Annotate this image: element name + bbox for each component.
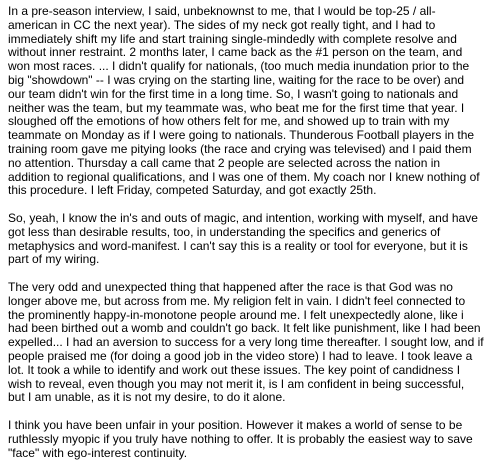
paragraph-closing: I think you have been unfair in your position. However it makes a world of sense to be ruthlessly myopic if you truly have nothing to offer. It is probably the easiest way to save "face" with ego-interest continuity. [8, 417, 473, 460]
paragraph-race-story: In a pre-season interview, I said, unbeknownst to me, that I would be top-25 / all-american in CC the next year). The sides of my neck got really tight, and I had to immediately shift my life and start training single-mindedly with complete resolve and without inner restraint. 2 months later, I came back as the #1 person on the team, and won most races. ... I didn't qualify for nationals, (too much media inundation prior to the big "showdown" -- I was crying on the starting line, waiting for the race to be over) and our team didn't win for the first time in a long time. So, I wasn't going to nationals and neither was the team, but my teammate was, who beat me for the first time that year. I sloughed off the emotions of how others felt for me, and showed up to train with my teammate on Monday as if I were going to nationals. Thunderous Football players in the training room gave me pitying looks (the race and crying was televised) and I paid them no attention. Thursday a call came that 2 people are selected across the nation in addition to regional qualifications, and I was one of them. My coach nor I knew nothing of this procedure. I left Friday, competed Saturday, and got exactly 25th. [8, 4, 480, 198]
paragraph-magic-intention: So, yeah, I know the in's and outs of magic, and intention, working with myself, and have got less than desirable results, too, in understanding the specifics and generics of metaphysics and word-manifest. I can't say this is a reality or tool for everyone, but it is part of my wiring. [8, 210, 478, 267]
paragraph-after-race: The very odd and unexpected thing that happened after the race is that God was no longer above me, but across from me. My religion felt in vain. I didn't feel connected to the prominently happy-in-monotone people around me. I felt unexpectedly alone, like i had been birthed out a womb and couldn't go back. It felt like punishment, like I had been expelled... I had an aversion to success for a very long time thereafter. I sought low, and if people praised me (for doing a good job in the video store) I had to leave. I took leave a lot. It took a while to identify and work out these issues. The key point of candidness I wish to reveal, even though you may not merit it, is I am confident in being successful, but I am unable, as it is not my desire, to do it alone. [8, 279, 484, 405]
document-body [8, 5, 484, 460]
